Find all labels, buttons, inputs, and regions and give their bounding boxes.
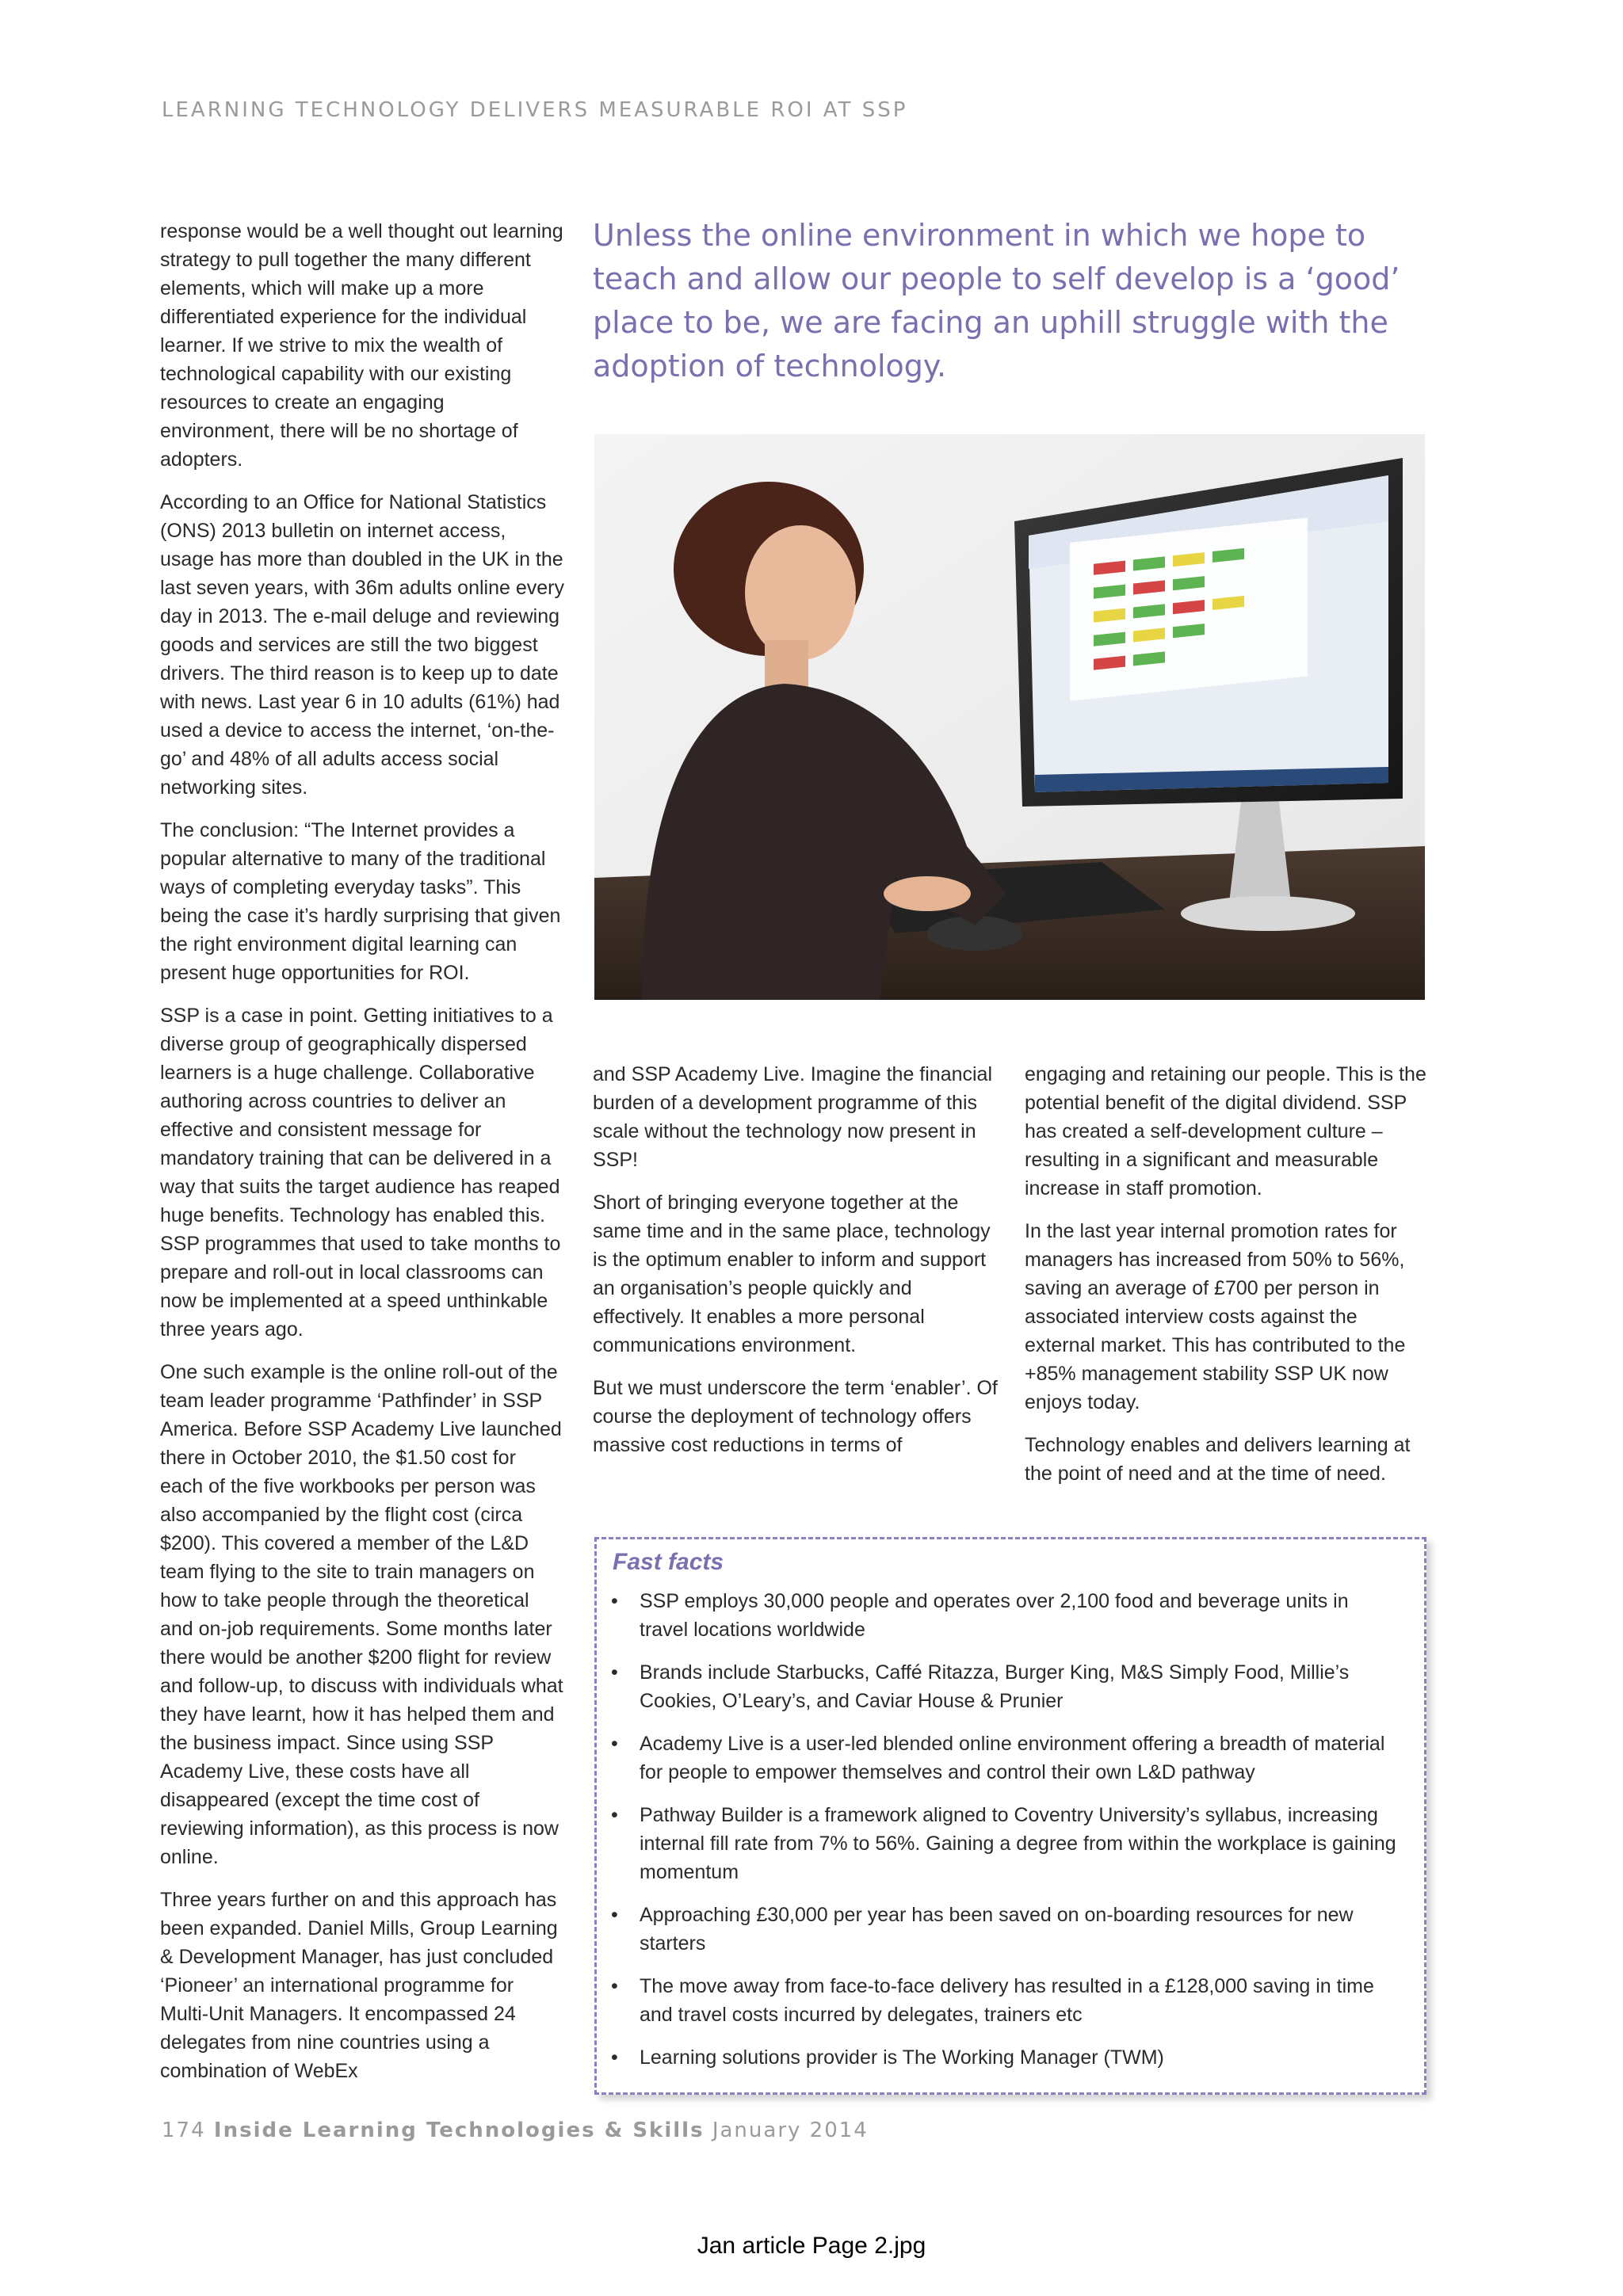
list-item bbox=[611, 1587, 1400, 1644]
fact-text: The move away from face-to-face delivery has resulted in a £128,000 saving in time and travel costs incurred by delegates, trainers etc bbox=[640, 1975, 1374, 2026]
file-caption: Jan article Page 2.jpg bbox=[697, 2233, 926, 2259]
pull-quote: Unless the online environment in which we hope to teach and allow our people to self develop is a ‘good’ place to be, we are facing an uphill struggle with the adoption of technology. bbox=[593, 218, 1400, 383]
bullet-icon: • bbox=[611, 1975, 618, 1997]
paragraph: Short of bringing everyone together at the same time and in the same place, technology is the optimum enabler to inform and support an organisation’s people quickly and effectively. It enables a more personal communications environment. bbox=[593, 1192, 991, 1356]
paragraph: But we must underscore the term ‘enabler’. Of course the deployment of technology offers massive cost reductions in terms of bbox=[593, 1377, 998, 1456]
page-number: 174 bbox=[162, 2119, 206, 2142]
fact-text: Learning solutions provider is The Working Manager (TWM) bbox=[640, 2046, 1164, 2069]
bullet-icon: • bbox=[611, 1661, 618, 1684]
fast-facts-box bbox=[594, 1537, 1426, 2095]
list-item bbox=[611, 2043, 1400, 2072]
paragraph: In the last year internal promotion rates for managers has increased from 50% to 56%, saving an average of £700 per person in associated interview costs against the external market. This has contributed to the +85% management stability SSP UK now enjoys today. bbox=[1025, 1220, 1406, 1413]
paragraph: engaging and retaining our people. This is the potential benefit of the digital dividend. SSP has created a self-development culture – resulting in a significant and measurable increase in staff promotion. bbox=[1025, 1063, 1426, 1199]
bullet-icon: • bbox=[611, 1804, 618, 1826]
paragraph: SSP is a case in point. Getting initiatives to a diverse group of geographically dispersed learners is a huge challenge. Collaborative authoring across countries to deliver an effective and consistent message for mandatory training that can be delivered in a way that suits the target audience has reaped huge benefits. Technology has enabled this. SSP programmes that used to take months to prepare and roll-out in local classrooms can now be implemented at a speed unthinkable three years ago. bbox=[160, 1005, 561, 1341]
article-column-3 bbox=[1025, 1060, 1430, 1502]
bullet-icon: • bbox=[611, 1733, 618, 1755]
fact-text: SSP employs 30,000 people and operates over 2,100 food and beverage units in travel locations worldwide bbox=[640, 1590, 1349, 1641]
bullet-icon: • bbox=[611, 1904, 618, 1926]
paragraph: One such example is the online roll-out of the team leader programme ‘Pathfinder’ in SSP America. Before SSP Academy Live launched there in October 2010, the $1.50 cost for each of the five workbooks per person was also accompanied by the flight cost (circa $200). This covered a member of the L&D team flying to the site to train managers on how to take people through the theoretical and on-job requirements. Some months later there would be another $200 flight for review and follow-up, to discuss with individuals what they have learnt, how it has helped them and the business impact. Since using SSP Academy Live, these costs have all disappeared (except the time cost of reviewing information), as this process is now online. bbox=[160, 1361, 563, 1868]
running-head: LEARNING TECHNOLOGY DELIVERS MEASURABLE ROI AT SSP bbox=[162, 98, 908, 122]
list-item bbox=[611, 1901, 1400, 1958]
photo-illustration bbox=[594, 434, 1425, 1000]
woman-at-computer-photo bbox=[594, 434, 1425, 1000]
paragraph: response would be a well thought out learning strategy to pull together the many different elements, which will make up a more differentiated experience for the individual learner. If we strive to mix the wealth of technological capability with our existing resources to create an engaging environment, there will be no shortage of adopters. bbox=[160, 220, 563, 471]
bullet-icon: • bbox=[611, 1590, 618, 1612]
paragraph: The conclusion: “The Internet provides a popular alternative to many of the traditional ways of completing everyday tasks”. This being the case it’s hardly surprising that given the right environment digital learning can present huge opportunities for ROI. bbox=[160, 819, 561, 984]
paragraph: Technology enables and delivers learning at the point of need and at the time of need. bbox=[1025, 1434, 1411, 1485]
list-item bbox=[611, 1730, 1400, 1787]
magazine-title: Inside Learning Technologies & Skills bbox=[213, 2119, 705, 2142]
paragraph: Three years further on and this approach has been expanded. Daniel Mills, Group Learning & Development Manager, has just concluded ‘Pioneer’ an international programme for Multi-Unit Managers. It encompassed 24 delegates from nine countries using a combination of WebEx bbox=[160, 1889, 558, 2082]
fast-facts-title: Fast facts bbox=[613, 1549, 724, 1575]
fast-facts-list bbox=[597, 1587, 1400, 2086]
bullet-icon: • bbox=[611, 2046, 618, 2069]
page-footer bbox=[162, 2119, 869, 2142]
fact-text: Pathway Builder is a framework aligned to Coventry University’s syllabus, increasing internal fill rate from 7% to 56%. Gaining a degree from within the workplace is gaining momentum bbox=[640, 1804, 1396, 1883]
fact-text: Brands include Starbucks, Caffé Ritazza, Burger King, M&S Simply Food, Millie’s Cookies, O’Leary’s, and Caviar House & Prunier bbox=[640, 1661, 1350, 1712]
article-column-2 bbox=[593, 1060, 999, 1474]
list-item bbox=[611, 1801, 1400, 1886]
paragraph: According to an Office for National Statistics (ONS) 2013 bulletin on internet access, usage has more than doubled in the UK in the last seven years, with 36m adults online every day in 2013. The e-mail deluge and reviewing goods and services are still the two biggest drivers. The third reason is to keep up to date with news. Last year 6 in 10 adults (61%) had used a device to access the internet, ‘on-the-go’ and 48% of all adults access social networking sites. bbox=[160, 491, 564, 799]
list-item bbox=[611, 1658, 1400, 1715]
issue-date: January 2014 bbox=[712, 2119, 869, 2142]
article-column-1 bbox=[160, 217, 564, 2100]
fact-text: Approaching £30,000 per year has been saved on on-boarding resources for new starters bbox=[640, 1904, 1354, 1955]
list-item bbox=[611, 1972, 1400, 2029]
fact-text: Academy Live is a user-led blended online environment offering a breadth of material for people to empower themselves and control their own L&D pathway bbox=[640, 1733, 1385, 1783]
paragraph: and SSP Academy Live. Imagine the financial burden of a development programme of this scale without the technology now present in SSP! bbox=[593, 1063, 993, 1171]
